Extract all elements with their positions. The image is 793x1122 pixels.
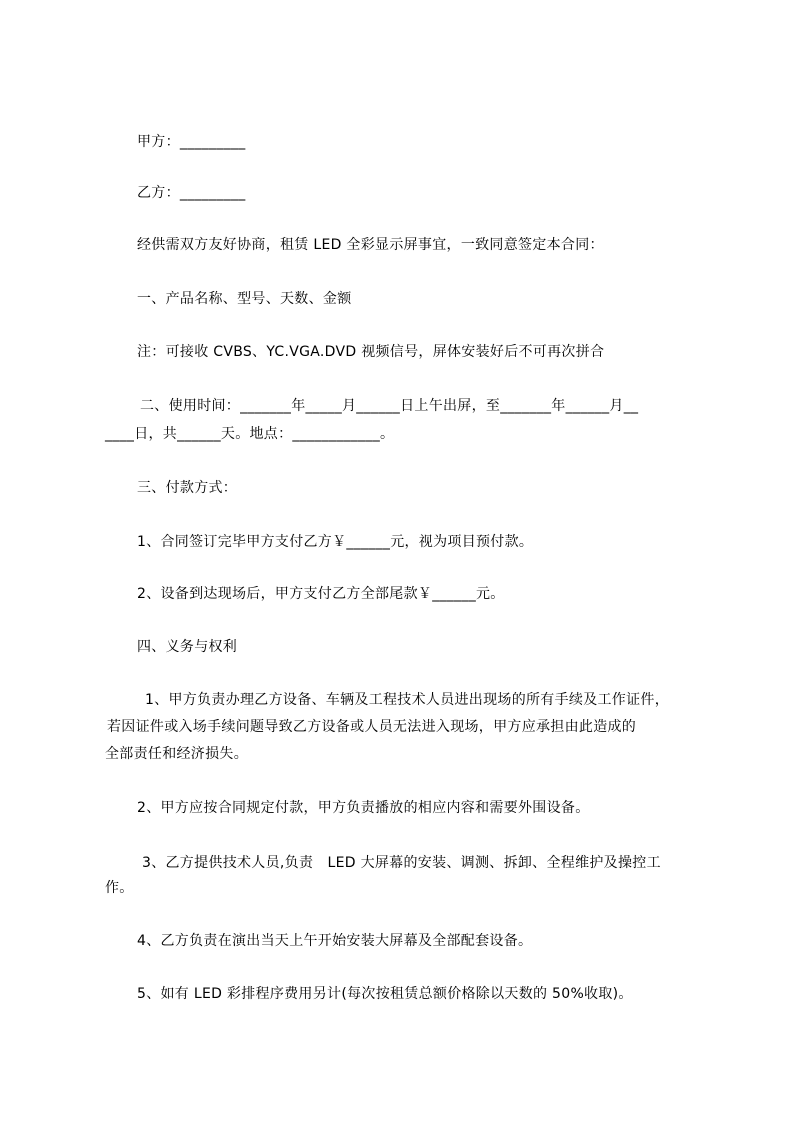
intro-paragraph: 经供需双方友好协商，租赁 LED 全彩显示屏事宜，一致同意签定本合同：: [137, 237, 604, 253]
duty-4: 4、乙方负责在演出当天上午开始安装大屏幕及全部配套设备。: [137, 933, 533, 949]
duty-1-line-1: 1、甲方负责办理乙方设备、车辆及工程技术人员进出现场的所有手续及工作证件，: [145, 692, 670, 708]
duty-1-line-3: 全部责任和经济损失。: [105, 746, 248, 762]
section-2-line-2: ____日，共______天。地点：____________。: [105, 426, 395, 442]
payment-1: 1、合同签订完毕甲方支付乙方￥______元，视为项目预付款。: [137, 534, 534, 550]
duty-3-line-1: 3、乙方提供技术人员,负责 LED 大屏幕的安装、调测、拆卸、全程维护及操控工: [142, 855, 661, 871]
section-2-line-1: 二、使用时间：_______年_____月______日上午出屏，至_______年______月__: [140, 398, 639, 414]
duty-1-line-2: 若因证件或入场手续问题导致乙方设备或人员无法进入现场，甲方应承担由此造成的: [107, 719, 637, 735]
party-b-line: 乙方：_________: [137, 185, 246, 201]
duty-5: 5、如有 LED 彩排程序费用另计(每次按租赁总额价格除以天数的 50%收取)。: [137, 986, 633, 1002]
duty-2: 2、甲方应按合同规定付款，甲方负责播放的相应内容和需要外围设备。: [137, 800, 590, 816]
note-paragraph: 注：可接收 CVBS、YC.VGA.DVD 视频信号，屏体安装好后不可再次拼合: [137, 344, 605, 360]
section-1-title: 一、产品名称、型号、天数、金额: [137, 291, 352, 307]
party-a-line: 甲方：_________: [137, 134, 246, 150]
section-3-title: 三、付款方式：: [137, 480, 238, 496]
duty-3-line-2: 作。: [105, 880, 134, 896]
payment-2: 2、设备到达现场后，甲方支付乙方全部尾款￥______元。: [137, 586, 505, 602]
section-4-title: 四、义务与权利: [137, 639, 238, 655]
